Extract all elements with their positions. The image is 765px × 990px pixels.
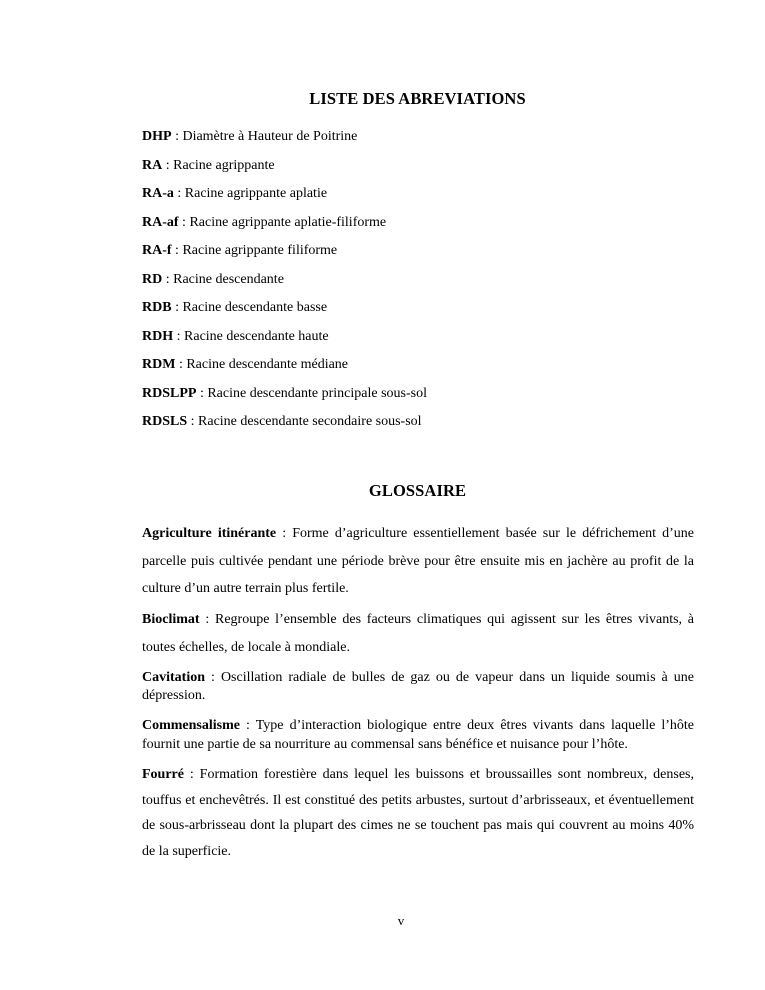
- glossary-definition: Forme d’agriculture essentiellement basée sur le défrichement d’une parcelle puis cultivée pendant une période brève pour être ensuite mis en jachère au profit de la culture d’un autre terrain plus fertile.: [142, 526, 695, 596]
- abbreviation-definition: Diamètre à Hauteur de Poitrine: [182, 129, 358, 144]
- abbreviations-list: [142, 128, 702, 442]
- glossary-definition: Type d’interaction biologique entre deux êtres vivants dans laquelle l’hôte fournit une partie de sa nourriture au commensal sans bénéfice et nuisance pour l’hôte.: [142, 718, 695, 752]
- abbreviation-code: RDB: [142, 300, 172, 315]
- abbreviation-separator: :: [171, 129, 183, 144]
- glossary-separator: :: [183, 767, 200, 782]
- page-number: v: [397, 913, 405, 928]
- glossary-entry-commensalisme: [142, 716, 694, 754]
- abbreviation-code: DHP: [142, 129, 172, 144]
- abbreviation-entry: [142, 128, 702, 157]
- abbreviation-definition: Racine descendante secondaire sous-sol: [198, 414, 422, 429]
- glossary-title: GLOSSAIRE: [368, 481, 467, 500]
- glossary-definition: Regroupe l’ensemble des facteurs climatiques qui agissent sur les êtres vivants, à toutes échelles, de locale à mondiale.: [142, 612, 695, 655]
- abbreviation-separator: :: [175, 357, 187, 372]
- abbreviation-separator: :: [178, 214, 190, 230]
- abbreviation-code: RA-f: [142, 243, 172, 258]
- abbreviation-entry: [142, 157, 702, 186]
- glossary-definition: Oscillation radiale de bulles de gaz ou de vapeur dans un liquide soumis à une dépression.: [142, 670, 694, 703]
- glossary-term: Bioclimat: [142, 612, 200, 627]
- glossary-term: Commensalisme: [142, 718, 240, 733]
- abbreviation-separator: :: [171, 300, 183, 315]
- glossary-term: Agriculture itinérante: [142, 526, 277, 541]
- abbreviation-entry: [142, 214, 702, 243]
- abbreviation-separator: :: [173, 328, 185, 344]
- abbreviation-code: RA-a: [142, 186, 174, 201]
- abbreviation-entry: [142, 271, 702, 300]
- glossary-entry-cavitation: [142, 669, 694, 705]
- abbreviation-code: RA-af: [142, 214, 179, 230]
- glossary-entry-bioclimat: [142, 606, 694, 661]
- glossary-separator: :: [199, 612, 215, 627]
- abbreviation-entry: [142, 328, 702, 357]
- abbreviation-entry: [142, 242, 702, 271]
- abbreviation-entry: [142, 385, 702, 414]
- glossary-definition: Formation forestière dans lequel les buissons et broussailles sont nombreux, denses, touffus et enchevêtrés. Il est constitué des petits arbustes, surtout d’arbrisseaux, et éventuellement de sous-arbrisseau dont la plupart des cimes ne se touchent pas mais qui couvrent au moins 40% de la superficie.: [142, 767, 694, 860]
- abbreviation-definition: Racine agrippante aplatie-filiforme: [189, 214, 387, 230]
- abbreviation-separator: :: [196, 385, 208, 401]
- abbreviation-separator: :: [162, 157, 174, 173]
- abbreviation-entry: [142, 185, 702, 214]
- abbreviation-entry: [142, 299, 702, 328]
- glossary-term: Fourré: [142, 767, 184, 782]
- abbreviation-definition: Racine agrippante filiforme: [182, 243, 338, 258]
- glossary-term: Cavitation: [142, 670, 205, 685]
- abbreviation-entry: [142, 413, 702, 442]
- abbreviation-code: RDM: [142, 357, 176, 372]
- abbreviation-separator: :: [162, 271, 174, 287]
- abbreviation-definition: Racine descendante haute: [184, 328, 329, 344]
- abbreviation-code: RA: [142, 157, 163, 173]
- abbreviation-definition: Racine descendante basse: [182, 300, 328, 315]
- glossary-separator: :: [205, 670, 221, 685]
- abbreviation-code: RDSLS: [142, 414, 188, 429]
- glossary-entry-agriculture-itinerante: [142, 520, 694, 603]
- abbreviation-code: RD: [142, 271, 163, 287]
- abbreviation-separator: :: [171, 243, 183, 258]
- abbreviations-title: LISTE DES ABREVIATIONS: [309, 89, 526, 108]
- abbreviation-separator: :: [173, 186, 185, 201]
- abbreviation-separator: :: [187, 414, 199, 429]
- abbreviation-definition: Racine agrippante aplatie: [184, 186, 328, 201]
- abbreviation-definition: Racine agrippante: [173, 157, 275, 173]
- abbreviation-entry: [142, 356, 702, 385]
- abbreviation-definition: Racine descendante médiane: [186, 357, 349, 372]
- abbreviation-code: RDH: [142, 328, 174, 344]
- glossary-separator: :: [276, 526, 293, 541]
- glossary-entry-fourre: [142, 762, 694, 865]
- abbreviation-definition: Racine descendante: [173, 271, 284, 287]
- abbreviation-definition: Racine descendante principale sous-sol: [207, 385, 427, 401]
- abbreviation-code: RDSLPP: [142, 385, 197, 401]
- glossary-separator: :: [240, 718, 256, 733]
